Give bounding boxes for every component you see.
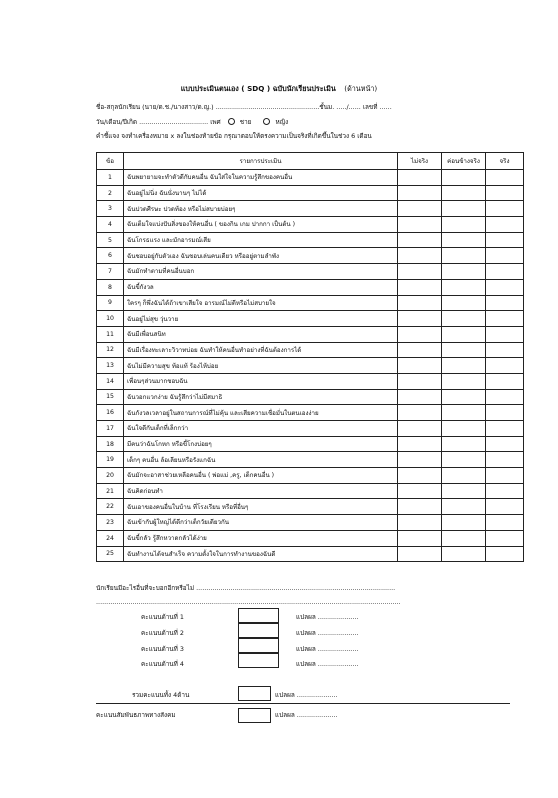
answer-not-true-cell[interactable] bbox=[398, 185, 442, 201]
item-number: 22 bbox=[97, 499, 124, 515]
answer-not-true-cell[interactable] bbox=[398, 311, 442, 327]
item-number: 12 bbox=[97, 342, 124, 358]
answer-somewhat-true-cell[interactable] bbox=[442, 185, 486, 201]
answer-somewhat-true-cell[interactable] bbox=[442, 326, 486, 342]
social-label: คะแนนสัมพันธภาพทางสังคม bbox=[96, 711, 176, 719]
answer-somewhat-true-cell[interactable] bbox=[442, 279, 486, 295]
score-box-3[interactable] bbox=[238, 638, 279, 653]
item-text: ฉันขี้กลัว รู้สึกหวาดกลัวได้ง่าย bbox=[124, 530, 398, 546]
answer-somewhat-true-cell[interactable] bbox=[442, 530, 486, 546]
answer-certainly-true-cell[interactable] bbox=[486, 311, 524, 327]
table-row bbox=[97, 389, 524, 405]
answer-certainly-true-cell[interactable] bbox=[486, 389, 524, 405]
item-text: ฉันอยู่ไม่สุข วุ่นวาย bbox=[124, 311, 398, 327]
answer-not-true-cell[interactable] bbox=[398, 515, 442, 531]
answer-certainly-true-cell[interactable] bbox=[486, 546, 524, 562]
answer-certainly-true-cell[interactable] bbox=[486, 530, 524, 546]
item-number: 1 bbox=[97, 170, 124, 186]
total-interp: แปลผล .................... bbox=[275, 691, 338, 699]
answer-not-true-cell[interactable] bbox=[398, 452, 442, 468]
answer-certainly-true-cell[interactable] bbox=[486, 421, 524, 437]
table-row bbox=[97, 358, 524, 374]
score-box-2[interactable] bbox=[238, 623, 279, 638]
answer-certainly-true-cell[interactable] bbox=[486, 436, 524, 452]
female-label: หญิง bbox=[275, 118, 289, 126]
total-box[interactable] bbox=[238, 686, 271, 701]
item-text: เด็กๆ คนอื่น ล้อเลียนหรือรังแกฉัน bbox=[124, 452, 398, 468]
item-text: ฉันมีเพื่อนสนิท bbox=[124, 326, 398, 342]
item-number: 25 bbox=[97, 546, 124, 562]
header-not-true: ไม่จริง bbox=[398, 153, 442, 170]
table-row bbox=[97, 201, 524, 217]
table-row bbox=[97, 232, 524, 248]
answer-not-true-cell[interactable] bbox=[398, 295, 442, 311]
answer-not-true-cell[interactable] bbox=[398, 436, 442, 452]
item-number: 6 bbox=[97, 248, 124, 264]
item-text: ฉันไม่มีความสุข ท้อแท้ ร้องไห้บ่อย bbox=[124, 358, 398, 374]
answer-somewhat-true-cell[interactable] bbox=[442, 405, 486, 421]
item-number: 18 bbox=[97, 436, 124, 452]
item-number: 19 bbox=[97, 452, 124, 468]
item-number: 20 bbox=[97, 468, 124, 484]
answer-certainly-true-cell[interactable] bbox=[486, 515, 524, 531]
table-row bbox=[97, 326, 524, 342]
social-box[interactable] bbox=[238, 708, 271, 723]
item-number: 14 bbox=[97, 373, 124, 389]
item-number: 13 bbox=[97, 358, 124, 374]
item-number: 7 bbox=[97, 264, 124, 280]
answer-not-true-cell[interactable] bbox=[398, 232, 442, 248]
answer-somewhat-true-cell[interactable] bbox=[442, 373, 486, 389]
item-text: ฉันเข้ากับผู้ใหญ่ได้ดีกว่าเด็กวัยเดียวกัน bbox=[124, 515, 398, 531]
answer-somewhat-true-cell[interactable] bbox=[442, 232, 486, 248]
answer-certainly-true-cell[interactable] bbox=[486, 295, 524, 311]
score-interp-1: แปลผล .................... bbox=[296, 613, 359, 621]
social-interp: แปลผล .................... bbox=[275, 711, 338, 719]
item-text: ใครๆ ก็พึ่งฉันได้ถ้าเขาเสียใจ อารมณ์ไม่ดีหรือไม่สบายใจ bbox=[124, 295, 398, 311]
table-row bbox=[97, 421, 524, 437]
item-text: ฉันเอาของคนอื่นในบ้าน ที่โรงเรียน หรือที่อื่นๆ bbox=[124, 499, 398, 515]
answer-certainly-true-cell[interactable] bbox=[486, 185, 524, 201]
item-number: 5 bbox=[97, 232, 124, 248]
answer-not-true-cell[interactable] bbox=[398, 342, 442, 358]
female-radio[interactable] bbox=[263, 118, 270, 125]
item-number: 15 bbox=[97, 389, 124, 405]
item-number: 10 bbox=[97, 311, 124, 327]
table-row bbox=[97, 405, 524, 421]
score-interp-3: แปลผล .................... bbox=[296, 645, 359, 653]
answer-not-true-cell[interactable] bbox=[398, 421, 442, 437]
dob-label: วัน/เดือน/ปีเกิด .................................. เพศ bbox=[96, 118, 221, 126]
form-title bbox=[0, 84, 558, 95]
instructions: คำชี้แจง จงทำเครื่องหมาย x ลงในช่องท้ายข้อ กรุณาตอบให้ตรงความเป็นจริงที่เกิดขึ้นในช่วง 6 เดือน bbox=[96, 132, 372, 140]
item-text: ฉันทำงานได้จนสำเร็จ ความตั้งใจในการทำงานของฉันดี bbox=[124, 546, 398, 562]
answer-certainly-true-cell[interactable] bbox=[486, 279, 524, 295]
table-row bbox=[97, 530, 524, 546]
item-text: ฉันมักทำตามที่คนอื่นบอก bbox=[124, 264, 398, 280]
answer-certainly-true-cell[interactable] bbox=[486, 201, 524, 217]
table-header-row bbox=[97, 153, 524, 170]
table-row bbox=[97, 342, 524, 358]
answer-certainly-true-cell[interactable] bbox=[486, 264, 524, 280]
item-text: ฉันปวดศีรษะ ปวดท้อง หรือไม่สบายบ่อยๆ bbox=[124, 201, 398, 217]
item-text: ฉันโกรธแรง และมักอารมณ์เสีย bbox=[124, 232, 398, 248]
item-text: ฉันคิดก่อนทำ bbox=[124, 483, 398, 499]
item-text: ฉันเต็มใจแบ่งปันสิ่งของให้คนอื่น ( ของกิน เกม ปากกา เป็นต้น ) bbox=[124, 217, 398, 233]
header-no: ข้อ bbox=[97, 153, 124, 170]
answer-somewhat-true-cell[interactable] bbox=[442, 515, 486, 531]
male-radio[interactable] bbox=[228, 118, 235, 125]
table-row bbox=[97, 515, 524, 531]
score-label-3: คะแนนด้านที่ 3 bbox=[141, 645, 184, 653]
item-text: ฉันใจดีกับเด็กที่เล็กกว่า bbox=[124, 421, 398, 437]
score-box-4[interactable] bbox=[238, 653, 279, 668]
answer-somewhat-true-cell[interactable] bbox=[442, 468, 486, 484]
item-text: ฉันมีเรื่องทะเลาะวิวาทบ่อย ฉันทำให้คนอื่นทำอย่างที่ฉันต้องการได้ bbox=[124, 342, 398, 358]
answer-certainly-true-cell[interactable] bbox=[486, 483, 524, 499]
item-number: 11 bbox=[97, 326, 124, 342]
table-row bbox=[97, 546, 524, 562]
item-number: 21 bbox=[97, 483, 124, 499]
answer-not-true-cell[interactable] bbox=[398, 170, 442, 186]
table-row bbox=[97, 452, 524, 468]
score-box-1[interactable] bbox=[238, 608, 279, 623]
answer-not-true-cell[interactable] bbox=[398, 499, 442, 515]
answer-somewhat-true-cell[interactable] bbox=[442, 201, 486, 217]
table-row bbox=[97, 436, 524, 452]
answer-certainly-true-cell[interactable] bbox=[486, 468, 524, 484]
item-text: ฉันกังวลเวลาอยู่ในสถานการณ์ที่ไม่คุ้น และเสียความเชื่อมั่นในตนเองง่าย bbox=[124, 405, 398, 421]
answer-certainly-true-cell[interactable] bbox=[486, 232, 524, 248]
item-number: 8 bbox=[97, 279, 124, 295]
comment-line-2: ...................................................................................................................................................... bbox=[96, 598, 401, 606]
header-somewhat-true: ค่อนข้างจริง bbox=[442, 153, 486, 170]
answer-not-true-cell[interactable] bbox=[398, 248, 442, 264]
sdq-table bbox=[96, 152, 524, 562]
answer-not-true-cell[interactable] bbox=[398, 373, 442, 389]
male-label: ชาย bbox=[239, 118, 252, 126]
score-label-2: คะแนนด้านที่ 2 bbox=[141, 629, 184, 637]
answer-somewhat-true-cell[interactable] bbox=[442, 436, 486, 452]
item-number: 16 bbox=[97, 405, 124, 421]
header-item: รายการประเมิน bbox=[124, 153, 398, 170]
item-text: ฉันวอกแวกง่าย ฉันรู้สึกว่าไม่มีสมาธิ bbox=[124, 389, 398, 405]
score-interp-2: แปลผล .................... bbox=[296, 629, 359, 637]
table-row bbox=[97, 468, 524, 484]
answer-not-true-cell[interactable] bbox=[398, 546, 442, 562]
table-row bbox=[97, 170, 524, 186]
answer-somewhat-true-cell[interactable] bbox=[442, 248, 486, 264]
header-certainly-true: จริง bbox=[486, 153, 524, 170]
item-text: ฉันพยายามจะทำตัวดีกับคนอื่น ฉันใส่ใจในความรู้สึกของคนอื่น bbox=[124, 170, 398, 186]
answer-not-true-cell[interactable] bbox=[398, 264, 442, 280]
answer-certainly-true-cell[interactable] bbox=[486, 342, 524, 358]
answer-not-true-cell[interactable] bbox=[398, 326, 442, 342]
answer-somewhat-true-cell[interactable] bbox=[442, 217, 486, 233]
answer-not-true-cell[interactable] bbox=[398, 530, 442, 546]
item-text: ฉันชอบอยู่กับตัวเอง ฉันชอบเล่นคนเดียว หรืออยู่ตามลำพัง bbox=[124, 248, 398, 264]
answer-somewhat-true-cell[interactable] bbox=[442, 295, 486, 311]
score-interp-4: แปลผล .................... bbox=[296, 660, 359, 668]
answer-somewhat-true-cell[interactable] bbox=[442, 452, 486, 468]
item-number: 9 bbox=[97, 295, 124, 311]
answer-somewhat-true-cell[interactable] bbox=[442, 170, 486, 186]
item-number: 23 bbox=[97, 515, 124, 531]
table-row bbox=[97, 279, 524, 295]
score-label-1: คะแนนด้านที่ 1 bbox=[141, 613, 184, 621]
answer-certainly-true-cell[interactable] bbox=[486, 452, 524, 468]
item-text: ฉันขี้กังวล bbox=[124, 279, 398, 295]
form-side-note: (ด้านหน้า) bbox=[344, 84, 378, 93]
table-row bbox=[97, 185, 524, 201]
item-number: 4 bbox=[97, 217, 124, 233]
answer-certainly-true-cell[interactable] bbox=[486, 326, 524, 342]
item-text: ฉันมักจะอาสาช่วยเหลือคนอื่น ( พ่อแม่ ,ครู, เด็กคนอื่น ) bbox=[124, 468, 398, 484]
answer-somewhat-true-cell[interactable] bbox=[442, 546, 486, 562]
table-body bbox=[97, 170, 524, 562]
answer-certainly-true-cell[interactable] bbox=[486, 217, 524, 233]
score-label-4: คะแนนด้านที่ 4 bbox=[141, 660, 184, 668]
answer-somewhat-true-cell[interactable] bbox=[442, 389, 486, 405]
answer-not-true-cell[interactable] bbox=[398, 389, 442, 405]
answer-certainly-true-cell[interactable] bbox=[486, 373, 524, 389]
table-row bbox=[97, 248, 524, 264]
divider-line bbox=[96, 703, 510, 704]
item-number: 24 bbox=[97, 530, 124, 546]
answer-not-true-cell[interactable] bbox=[398, 217, 442, 233]
table-row bbox=[97, 311, 524, 327]
answer-somewhat-true-cell[interactable] bbox=[442, 358, 486, 374]
table-row bbox=[97, 499, 524, 515]
form-title-text: แบบประเมินตนเอง ( SDQ ) ฉบับนักเรียนประเมิน bbox=[180, 84, 336, 93]
answer-somewhat-true-cell[interactable] bbox=[442, 499, 486, 515]
dob-sex-line bbox=[96, 117, 288, 127]
answer-certainly-true-cell[interactable] bbox=[486, 405, 524, 421]
student-name-line: ชื่อ-สกุลนักเรียน (นาย/ด.ช./นางสาว/ด.ญ.) ...................................................ชั้นม. ...../...... เลขที่ ...... bbox=[96, 103, 392, 111]
item-number: 3 bbox=[97, 201, 124, 217]
answer-certainly-true-cell[interactable] bbox=[486, 170, 524, 186]
table-row bbox=[97, 217, 524, 233]
total-label: รวมคะแนนทั้ง 4ด้าน bbox=[132, 691, 190, 699]
answer-not-true-cell[interactable] bbox=[398, 279, 442, 295]
answer-not-true-cell[interactable] bbox=[398, 201, 442, 217]
item-text: เพื่อนๆส่วนมากชอบฉัน bbox=[124, 373, 398, 389]
answer-not-true-cell[interactable] bbox=[398, 483, 442, 499]
answer-somewhat-true-cell[interactable] bbox=[442, 421, 486, 437]
table-row bbox=[97, 373, 524, 389]
answer-somewhat-true-cell[interactable] bbox=[442, 264, 486, 280]
item-text: ฉันอยู่ไม่นิ่ง ฉันนั่งนานๆ ไม่ได้ bbox=[124, 185, 398, 201]
answer-somewhat-true-cell[interactable] bbox=[442, 311, 486, 327]
answer-not-true-cell[interactable] bbox=[398, 358, 442, 374]
answer-not-true-cell[interactable] bbox=[398, 468, 442, 484]
table-row bbox=[97, 264, 524, 280]
comment-line: นักเรียนมีอะไรอื่นที่จะบอกอีกหรือไม่ .................................................................................................. bbox=[96, 584, 396, 592]
answer-somewhat-true-cell[interactable] bbox=[442, 342, 486, 358]
answer-certainly-true-cell[interactable] bbox=[486, 499, 524, 515]
answer-not-true-cell[interactable] bbox=[398, 405, 442, 421]
table-row bbox=[97, 483, 524, 499]
answer-certainly-true-cell[interactable] bbox=[486, 358, 524, 374]
item-number: 17 bbox=[97, 421, 124, 437]
answer-certainly-true-cell[interactable] bbox=[486, 248, 524, 264]
table-row bbox=[97, 295, 524, 311]
answer-somewhat-true-cell[interactable] bbox=[442, 483, 486, 499]
item-number: 2 bbox=[97, 185, 124, 201]
item-text: มีคนว่าฉันโกหก หรือขี้โกงบ่อยๆ bbox=[124, 436, 398, 452]
